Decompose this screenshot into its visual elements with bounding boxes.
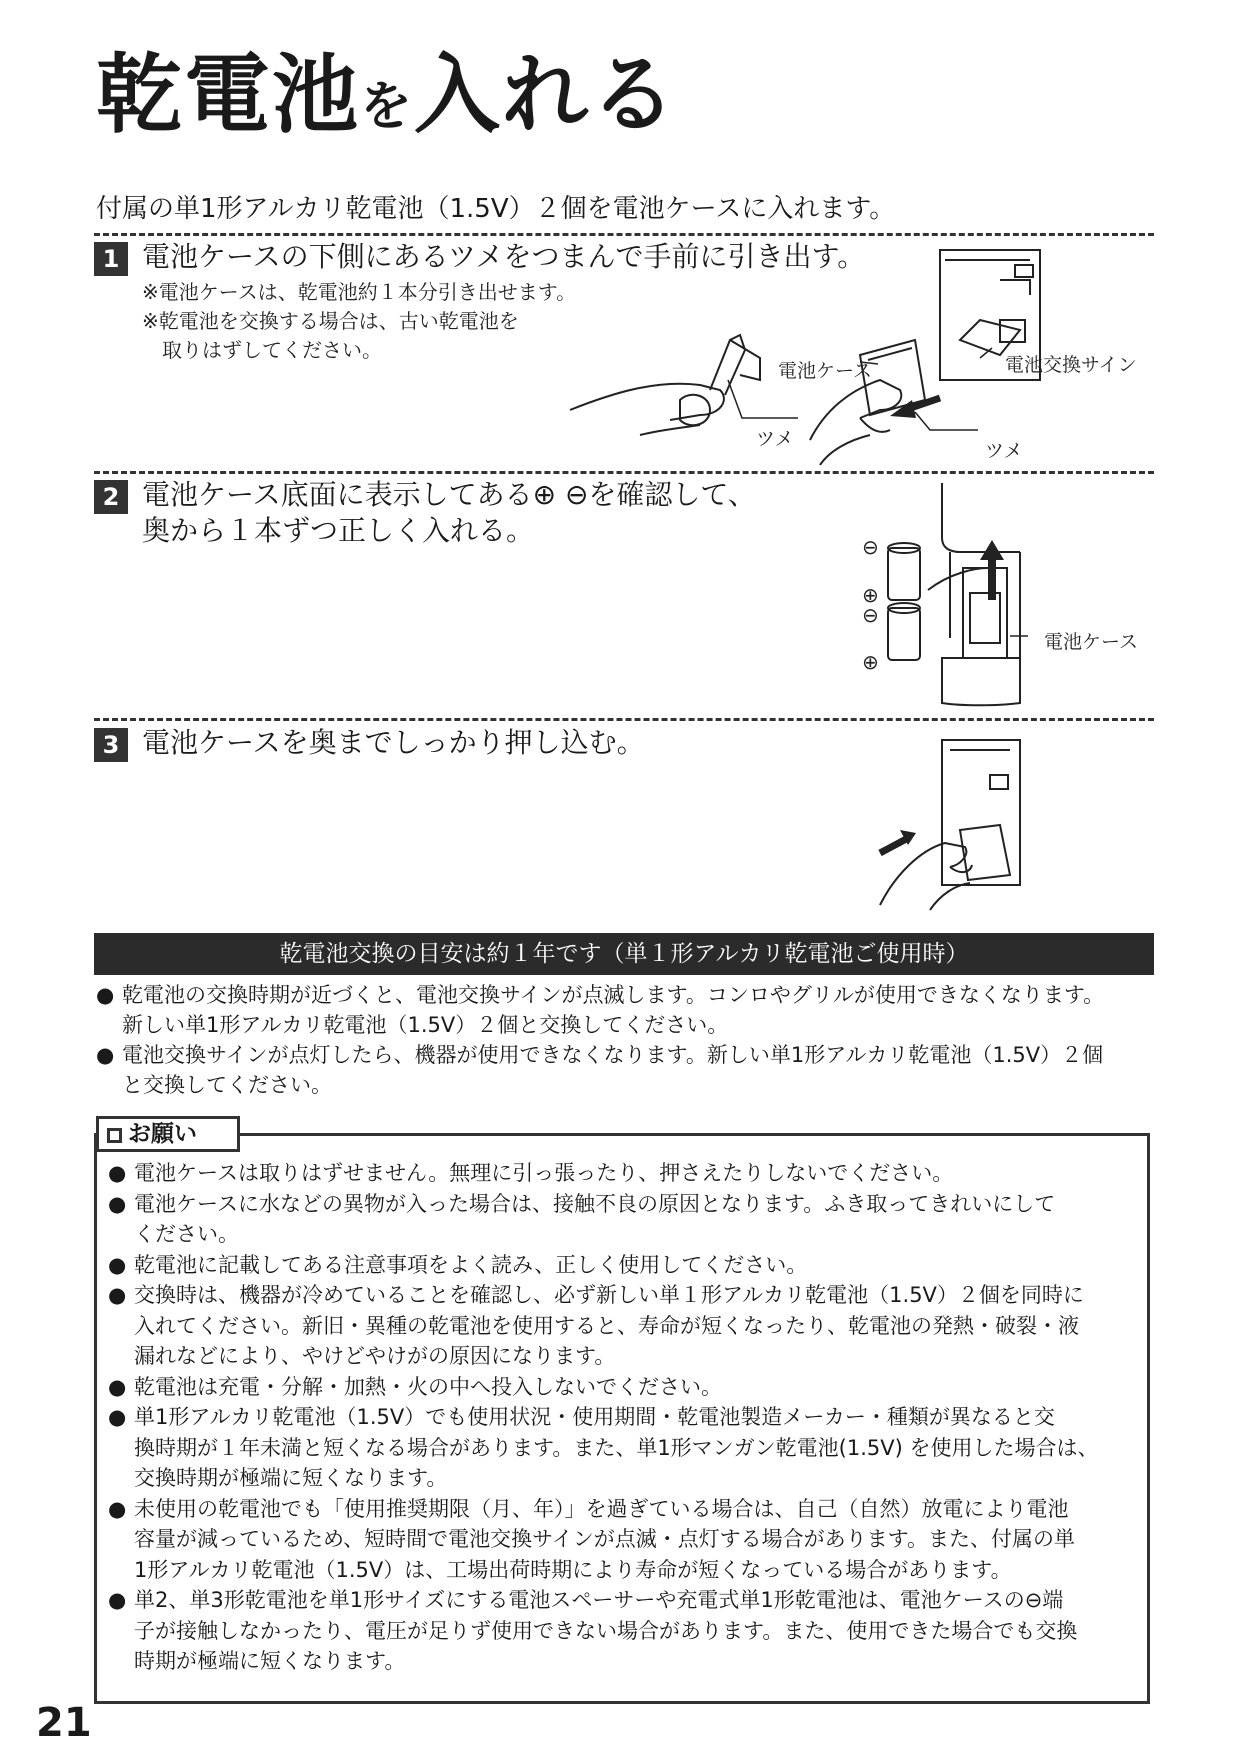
list-line: 新しい単1形アルカリ乾電池（1.5V）２個と交換してください。	[122, 1013, 729, 1037]
list-line: 換時期が１年未満と短くなる場合があります。また、単1形マンガン乾電池(1.5V) を使用した場合は、	[134, 1435, 1099, 1460]
list-line: 子が接触しなかったり、電圧が足りず使用できない場合があります。また、使用できた場合でも交換	[134, 1618, 1078, 1643]
bullet: ●	[108, 1252, 127, 1277]
list-line: と交換してください。	[122, 1073, 332, 1097]
step-number: 1	[94, 242, 128, 276]
polarity-minus: ⊖	[862, 603, 879, 627]
divider	[94, 233, 1154, 236]
label-battery-case: 電池ケース	[778, 360, 873, 382]
title-particle: を	[360, 76, 415, 137]
label-battery-case: 電池ケース	[1044, 631, 1139, 653]
label-tab: ツメ	[756, 428, 794, 450]
list-line: 交換時は、機器が冷めていることを確認し、必ず新しい単１形アルカリ乾電池（1.5V）２個を同時に	[134, 1283, 1084, 1307]
square-icon	[107, 1128, 122, 1143]
list-item	[108, 1402, 1148, 1494]
list-line: 漏れなどにより、やけどやけがの原因になります。	[134, 1344, 616, 1368]
list-line: 乾電池は充電・分解・加熱・火の中へ投入しないでください。	[134, 1374, 722, 1399]
step-2-text: 奥から１本ずつ正しく入れる。	[142, 514, 535, 547]
step-2-illustration	[860, 478, 1040, 708]
label-swap-sign: 電池交換サイン	[1005, 354, 1137, 376]
polarity-minus: ⊖	[862, 535, 879, 559]
step-1-note: ※電池ケースは、乾電池約１本分引き出せます。	[142, 280, 577, 304]
intro-text: 付属の単1形アルカリ乾電池（1.5V）２個を電池ケースに入れます。	[96, 194, 896, 224]
step-1-text: 電池ケースの下側にあるツメをつまんで手前に引き出す。	[142, 240, 866, 273]
title-main: 乾電池	[96, 44, 360, 145]
list-item	[108, 1585, 1148, 1677]
replacement-banner: 乾電池交換の目安は約１年です（単１形アルカリ乾電池ご使用時）	[94, 933, 1154, 975]
bullet: ●	[96, 1043, 115, 1067]
bullet: ●	[108, 1496, 127, 1521]
list-item	[108, 1250, 1148, 1281]
list-line: 乾電池の交換時期が近づくと、電池交換サインが点滅します。コンロやグリルが使用できなくなります。	[122, 983, 1105, 1007]
list-item	[108, 1189, 1148, 1250]
bullet: ●	[108, 1191, 127, 1216]
step-number: 3	[94, 728, 128, 762]
bullet: ●	[96, 983, 115, 1007]
step-1-note: 取りはずしてください。	[142, 338, 382, 362]
list-item	[108, 1158, 1148, 1189]
list-line: 時期が極端に短くなります。	[134, 1649, 406, 1673]
list-line: 入れてください。新旧・異種の乾電池を使用すると、寿命が短くなったり、乾電池の発熱・破裂・液	[134, 1313, 1079, 1338]
bullet: ●	[108, 1588, 127, 1612]
bullet: ●	[108, 1374, 127, 1399]
list-item	[108, 1372, 1148, 1403]
list-line: 未使用の乾電池でも「使用推奨期限（月、年）」を過ぎている場合は、自己（自然）放電により電池	[134, 1496, 1069, 1521]
list-line: 電池交換サインが点灯したら、機器が使用できなくなります。新しい単1形アルカリ乾電池（1.5V）２個	[122, 1043, 1104, 1067]
list-line: 電池ケースは取りはずせません。無理に引っ張ったり、押さえたりしないでください。	[134, 1161, 954, 1185]
replacement-list	[96, 980, 1160, 1100]
title-rest: 入れる	[414, 44, 679, 145]
list-line: 乾電池に記載してある注意事項をよく読み、正しく使用してください。	[134, 1252, 808, 1277]
list-line: 単1形アルカリ乾電池（1.5V）でも使用状況・使用期間・乾電池製造メーカー・種類が異なると交	[134, 1405, 1055, 1429]
bullet: ●	[108, 1161, 127, 1185]
list-item	[108, 1494, 1148, 1586]
list-line: 1形アルカリ乾電池（1.5V）は、工場出荷時期により寿命が短くなっている場合があります。	[134, 1557, 1012, 1582]
list-item	[96, 1040, 1160, 1100]
caution-heading-text: お願い	[128, 1121, 197, 1147]
caution-list	[108, 1158, 1148, 1677]
list-line: ください。	[134, 1222, 239, 1246]
step-3-text: 電池ケースを奥までしっかり押し込む。	[142, 726, 645, 759]
step-2-text: 電池ケース底面に表示してある⊕ ⊖を確認して、	[142, 478, 756, 511]
list-item	[108, 1280, 1148, 1372]
page-number: 21	[36, 1700, 92, 1746]
polarity-plus: ⊕	[862, 650, 879, 674]
polarity-plus: ⊕	[862, 583, 879, 607]
caution-heading	[96, 1116, 240, 1152]
step-1-note: ※乾電池を交換する場合は、古い乾電池を	[142, 309, 519, 333]
list-item	[96, 980, 1160, 1040]
step-3-illustration	[860, 735, 1040, 915]
divider	[94, 718, 1154, 721]
bullet: ●	[108, 1405, 127, 1429]
list-line: 電池ケースに水などの異物が入った場合は、接触不良の原因となります。ふき取ってきれいにして	[134, 1191, 1056, 1216]
list-line: 単2、単3形乾電池を単1形サイズにする電池スペーサーや充電式単1形乾電池は、電池ケースの⊖端	[134, 1588, 1064, 1612]
bullet: ●	[108, 1283, 127, 1307]
page-title	[96, 44, 679, 145]
list-line: 容量が減っているため、短時間で電池交換サインが点滅・点灯する場合があります。また、付属の単	[134, 1527, 1076, 1551]
step-number: 2	[94, 480, 128, 514]
divider	[94, 471, 1154, 474]
list-line: 交換時期が極端に短くなります。	[134, 1466, 448, 1490]
label-tab: ツメ	[985, 440, 1023, 462]
